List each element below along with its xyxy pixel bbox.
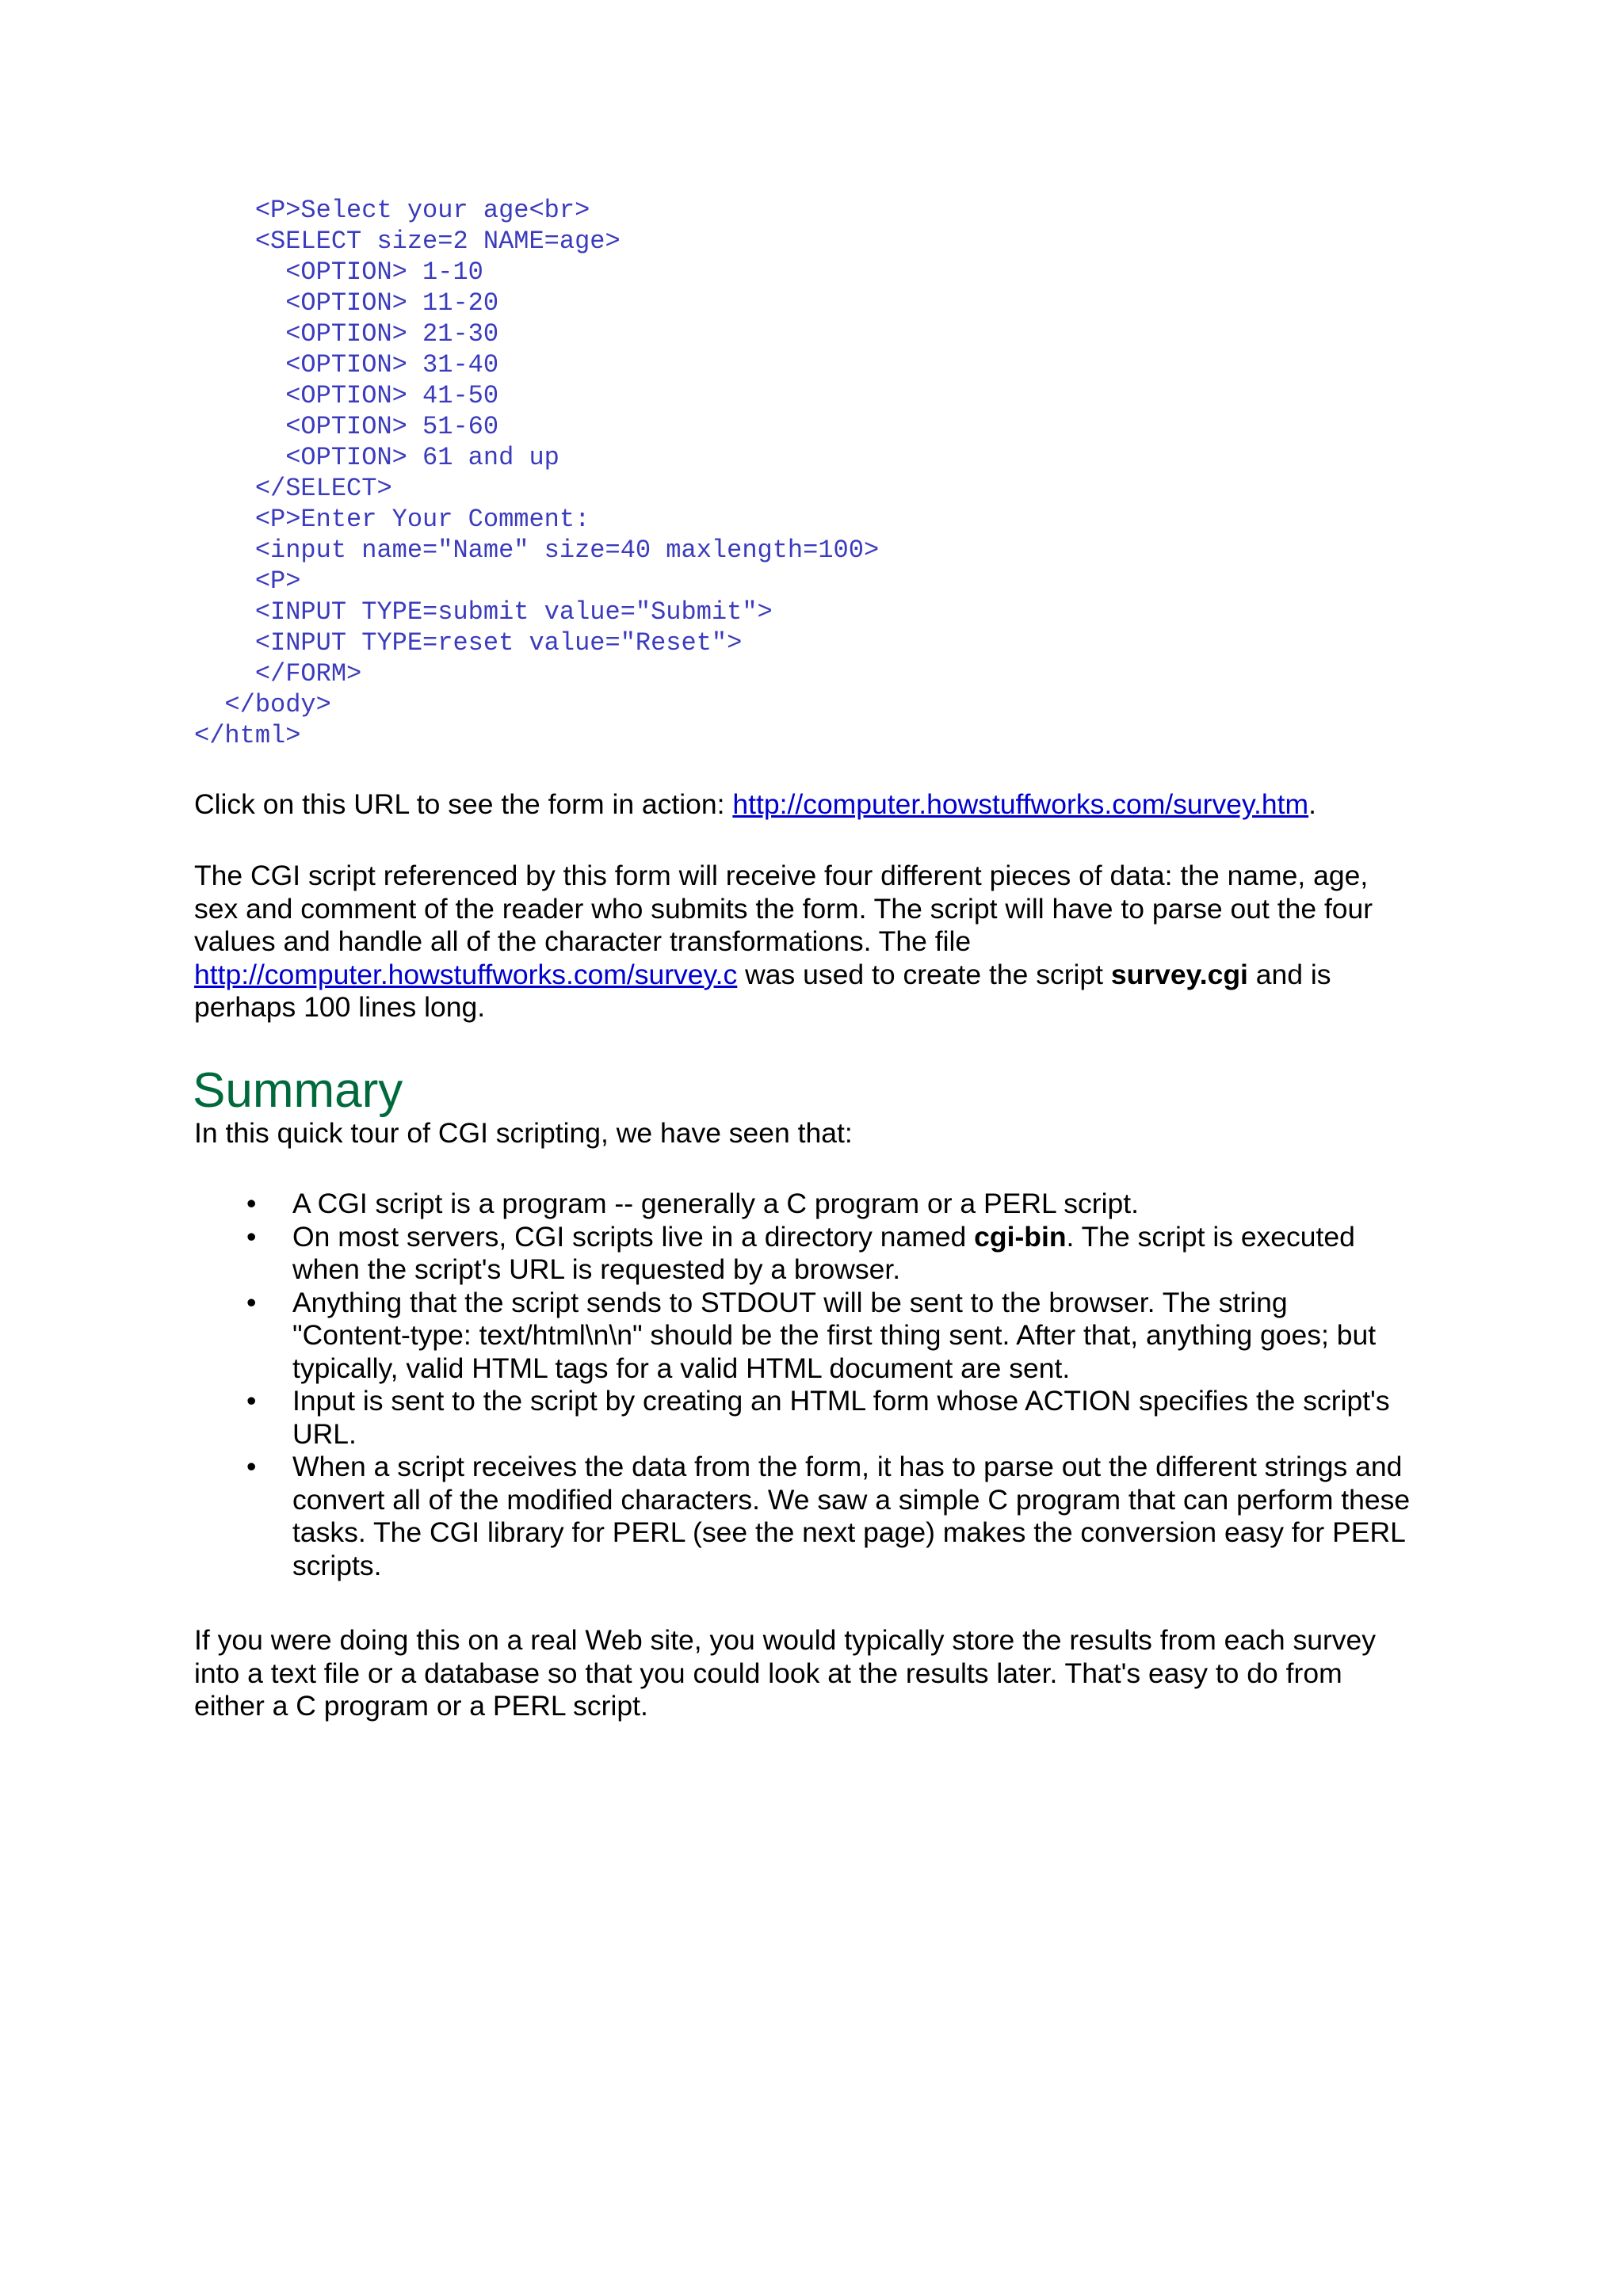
list-item bbox=[194, 1287, 1462, 1386]
list-item-text: typically, valid HTML tags for a valid HTML document are sent. bbox=[292, 1352, 1071, 1384]
script-name-bold: survey.cgi bbox=[1110, 958, 1248, 990]
list-item-text: "Content-type: text/html\n\n" should be the first thing sent. After that, anything goes; but bbox=[292, 1319, 1377, 1351]
code-line: <OPTION> 31-40 bbox=[194, 350, 499, 379]
paragraph-text: and is bbox=[1247, 958, 1331, 990]
code-line: </SELECT> bbox=[194, 474, 392, 503]
closing-paragraph bbox=[194, 1624, 1462, 1723]
list-item bbox=[194, 1385, 1462, 1451]
code-line: <P>Select your age<br> bbox=[194, 196, 590, 225]
bullet-icon: • bbox=[246, 1385, 257, 1417]
code-line: <OPTION> 51-60 bbox=[194, 412, 499, 441]
paragraph-line: either a C program or a PERL script. bbox=[194, 1690, 648, 1722]
summary-bullet-list bbox=[194, 1188, 1462, 1582]
directory-name-bold: cgi-bin bbox=[974, 1220, 1067, 1253]
paragraph-line: sex and comment of the reader who submits the form. The script will have to parse out the four bbox=[194, 892, 1373, 925]
paragraph-line: If you were doing this on a real Web site, you would typically store the results from each survey bbox=[194, 1624, 1377, 1656]
list-item bbox=[194, 1451, 1462, 1582]
list-item-text: convert all of the modified characters. We saw a simple C program that can perform these bbox=[292, 1483, 1411, 1516]
list-item-text: when the script's URL is requested by a browser. bbox=[292, 1253, 901, 1285]
paragraph-line: values and handle all of the character transformations. The file bbox=[194, 925, 972, 957]
code-line: <OPTION> 1-10 bbox=[194, 257, 483, 287]
paragraph-text: was used to create the script bbox=[737, 958, 1111, 990]
list-item-text: tasks. The CGI library for PERL (see the next page) makes the conversion easy for PERL bbox=[292, 1516, 1406, 1548]
paragraph-line: perhaps 100 lines long. bbox=[194, 991, 486, 1023]
code-line: <OPTION> 11-20 bbox=[194, 288, 499, 318]
survey-c-link[interactable]: http://computer.howstuffworks.com/survey.c bbox=[194, 958, 738, 990]
paragraph-line: into a text file or a database so that you could look at the results later. That's easy to do from bbox=[194, 1657, 1342, 1689]
list-item-text: URL. bbox=[292, 1417, 357, 1450]
code-line: <OPTION> 41-50 bbox=[194, 381, 499, 410]
survey-htm-link[interactable]: http://computer.howstuffworks.com/survey.htm bbox=[732, 788, 1309, 820]
list-item-text: A CGI script is a program -- generally a C program or a PERL script. bbox=[292, 1188, 1139, 1219]
list-item-text bbox=[292, 1221, 1462, 1254]
list-item bbox=[194, 1188, 1462, 1221]
html-code-listing bbox=[194, 195, 879, 751]
code-line: <P>Enter Your Comment: bbox=[194, 505, 590, 534]
list-item-text-part: On most servers, CGI scripts live in a directory named bbox=[292, 1220, 975, 1253]
code-line: <OPTION> 61 and up bbox=[194, 443, 559, 472]
code-line: <input name="Name" size=40 maxlength=100> bbox=[194, 536, 880, 565]
code-line: <INPUT TYPE=submit value="Submit"> bbox=[194, 597, 773, 627]
code-line: <P> bbox=[194, 566, 301, 596]
code-line: <INPUT TYPE=reset value="Reset"> bbox=[194, 628, 743, 658]
code-line: <OPTION> 21-30 bbox=[194, 319, 499, 349]
bullet-icon: • bbox=[246, 1286, 257, 1318]
list-item-text: scripts. bbox=[292, 1549, 382, 1581]
bullet-icon: • bbox=[246, 1220, 257, 1253]
code-line: <SELECT size=2 NAME=age> bbox=[194, 227, 621, 256]
paragraph-line: The CGI script referenced by this form will receive four different pieces of data: the name, age, bbox=[194, 860, 1369, 891]
list-item-text: When a script receives the data from the form, it has to parse out the different strings and bbox=[292, 1451, 1403, 1482]
code-line: </FORM> bbox=[194, 659, 362, 688]
code-line: </html> bbox=[194, 721, 301, 750]
list-item-text: Anything that the script sends to STDOUT will be sent to the browser. The string bbox=[292, 1286, 1288, 1318]
summary-intro: In this quick tour of CGI scripting, we have seen that: bbox=[194, 1117, 853, 1149]
summary-heading: Summary bbox=[193, 1063, 403, 1118]
cgi-script-paragraph bbox=[194, 860, 1462, 1024]
paragraph-text: Click on this URL to see the form in action: bbox=[194, 788, 733, 820]
bullet-icon: • bbox=[246, 1451, 257, 1482]
paragraph-line bbox=[194, 959, 1462, 992]
bullet-icon: • bbox=[246, 1188, 257, 1219]
list-item-text: Input is sent to the script by creating an HTML form whose ACTION specifies the script's bbox=[292, 1385, 1390, 1417]
form-url-paragraph bbox=[194, 788, 1462, 822]
list-item-text-part: . The script is executed bbox=[1066, 1220, 1355, 1253]
list-item bbox=[194, 1221, 1462, 1287]
paragraph-text: . bbox=[1308, 788, 1316, 820]
code-line: </body> bbox=[194, 690, 331, 719]
